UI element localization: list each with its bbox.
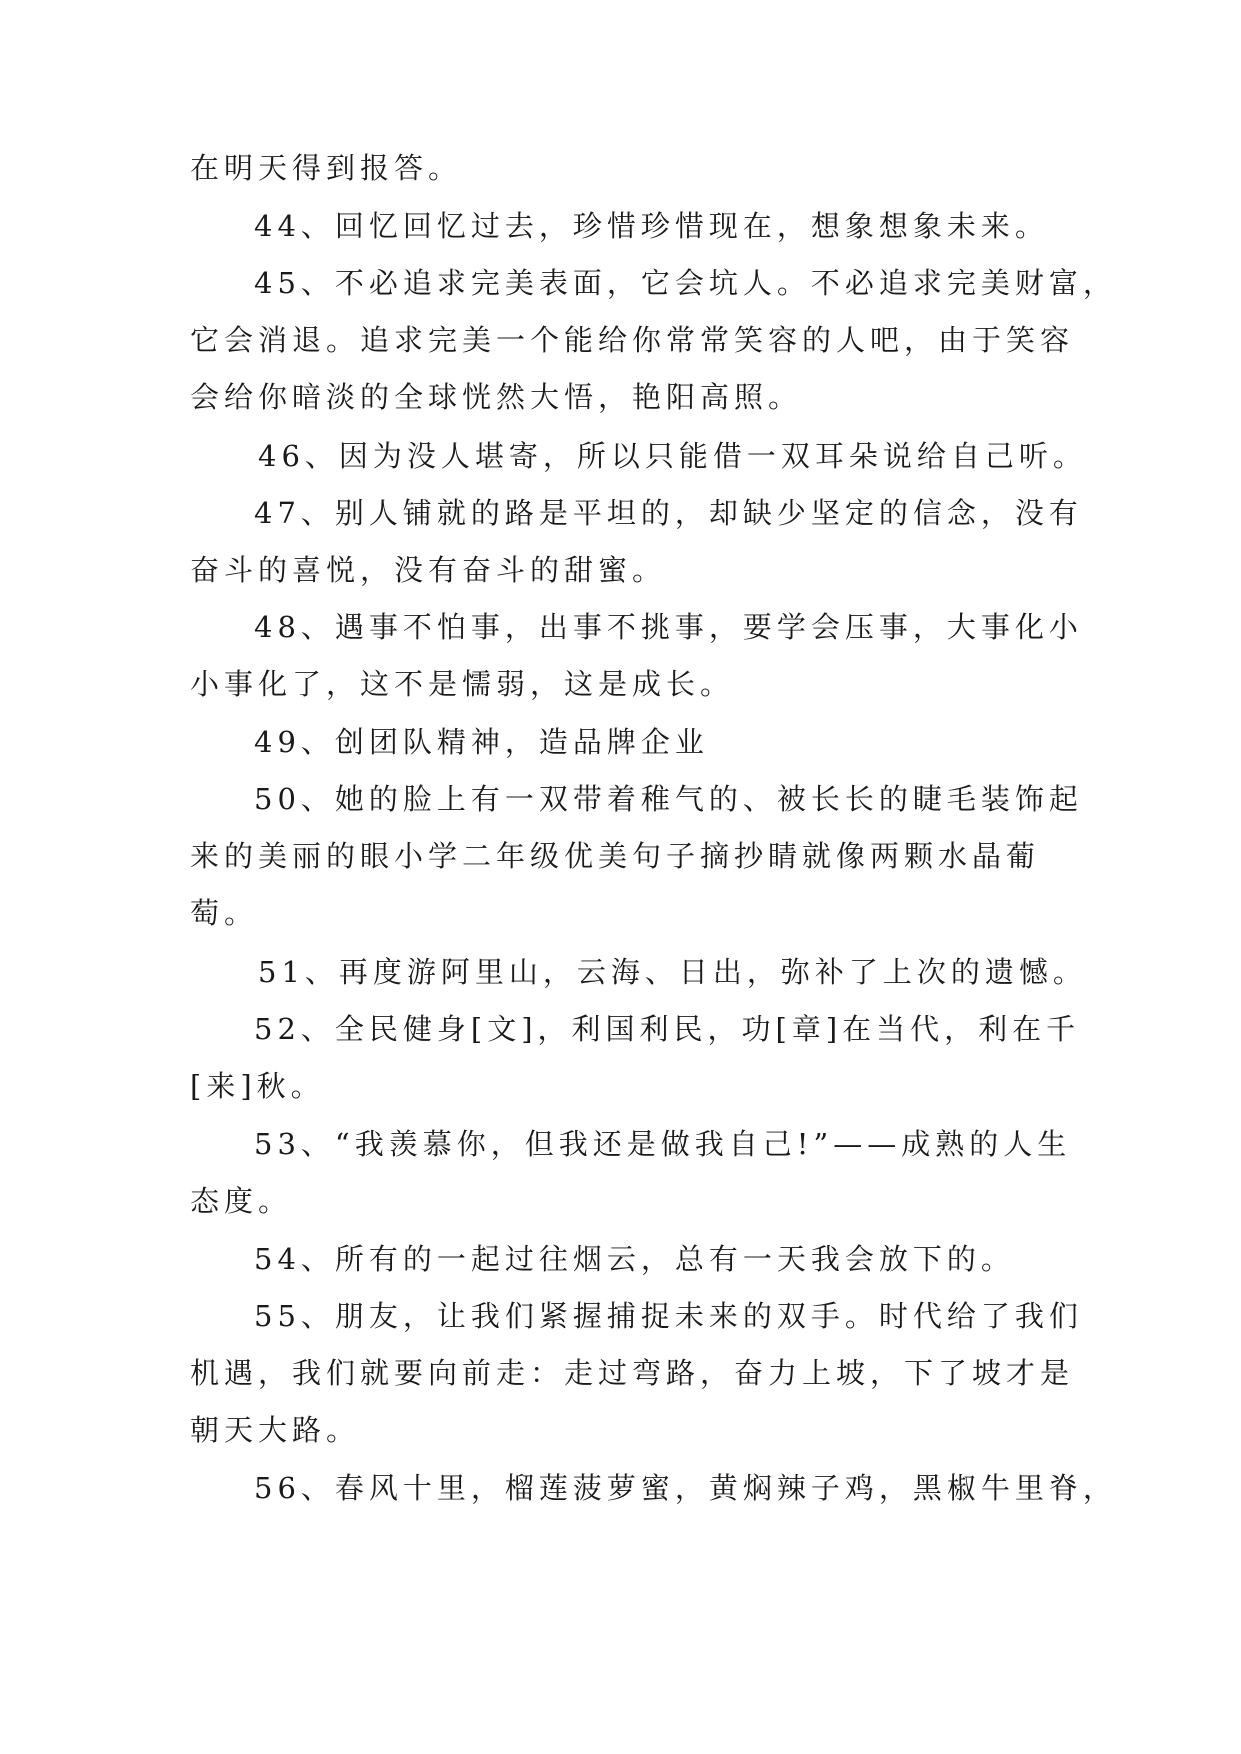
text-line: 奋斗的喜悦，没有奋斗的甜蜜。 (190, 553, 667, 587)
text-line: 会给你暗淡的全球恍然大悟，艳阳高照。 (190, 380, 803, 414)
text-line: 朝天大路。 (190, 1413, 361, 1447)
text-line: 45、不必追求完美表面，它会坑人。不必追求完美财富， (254, 266, 1117, 300)
text-line: 48、遇事不怕事，出事不挑事，要学会压事，大事化小 (254, 610, 1083, 644)
text-line: 51、再度游阿里山，云海、日出，弥补了上次的遗憾。 (258, 955, 1087, 989)
text-line: 56、春风十里，榴莲菠萝蜜，黄焖辣子鸡，黑椒牛里脊， (254, 1471, 1117, 1505)
text-line: 47、别人铺就的路是平坦的，却缺少坚定的信念，没有 (254, 496, 1083, 530)
text-line: [来]秋。 (190, 1069, 325, 1103)
text-line: 52、全民健身[文]，利国利民，功[章]在当代，利在千 (254, 1012, 1081, 1046)
text-line: 它会消退。追求完美一个能给你常常笑容的人吧，由于笑容 (190, 323, 1075, 357)
text-line: 49、创团队精神，造品牌企业 (254, 725, 709, 759)
text-line: 55、朋友，让我们紧握捕捉未来的双手。时代给了我们 (254, 1299, 1083, 1333)
text-line: 态度。 (190, 1184, 293, 1218)
text-line: 在明天得到报答。 (190, 151, 463, 185)
text-line: 53、“我羡慕你，但我还是做我自己!”——成熟的人生 (254, 1127, 1072, 1161)
text-line: 46、因为没人堪寄，所以只能借一双耳朵说给自己听。 (258, 439, 1087, 473)
text-line: 小事化了，这不是懦弱，这是成长。 (190, 667, 735, 701)
text-line: 萄。 (190, 896, 259, 930)
text-line: 44、回忆回忆过去，珍惜珍惜现在，想象想象未来。 (254, 209, 1049, 243)
text-line: 来的美丽的眼小学二年级优美句子摘抄睛就像两颗水晶葡 (190, 839, 1041, 873)
text-line: 54、所有的一起过往烟云，总有一天我会放下的。 (254, 1242, 1015, 1276)
text-line: 50、她的脸上有一双带着稚气的、被长长的睫毛装饰起 (254, 782, 1083, 816)
text-line: 机遇，我们就要向前走：走过弯路，奋力上坡，下了坡才是 (190, 1356, 1075, 1390)
